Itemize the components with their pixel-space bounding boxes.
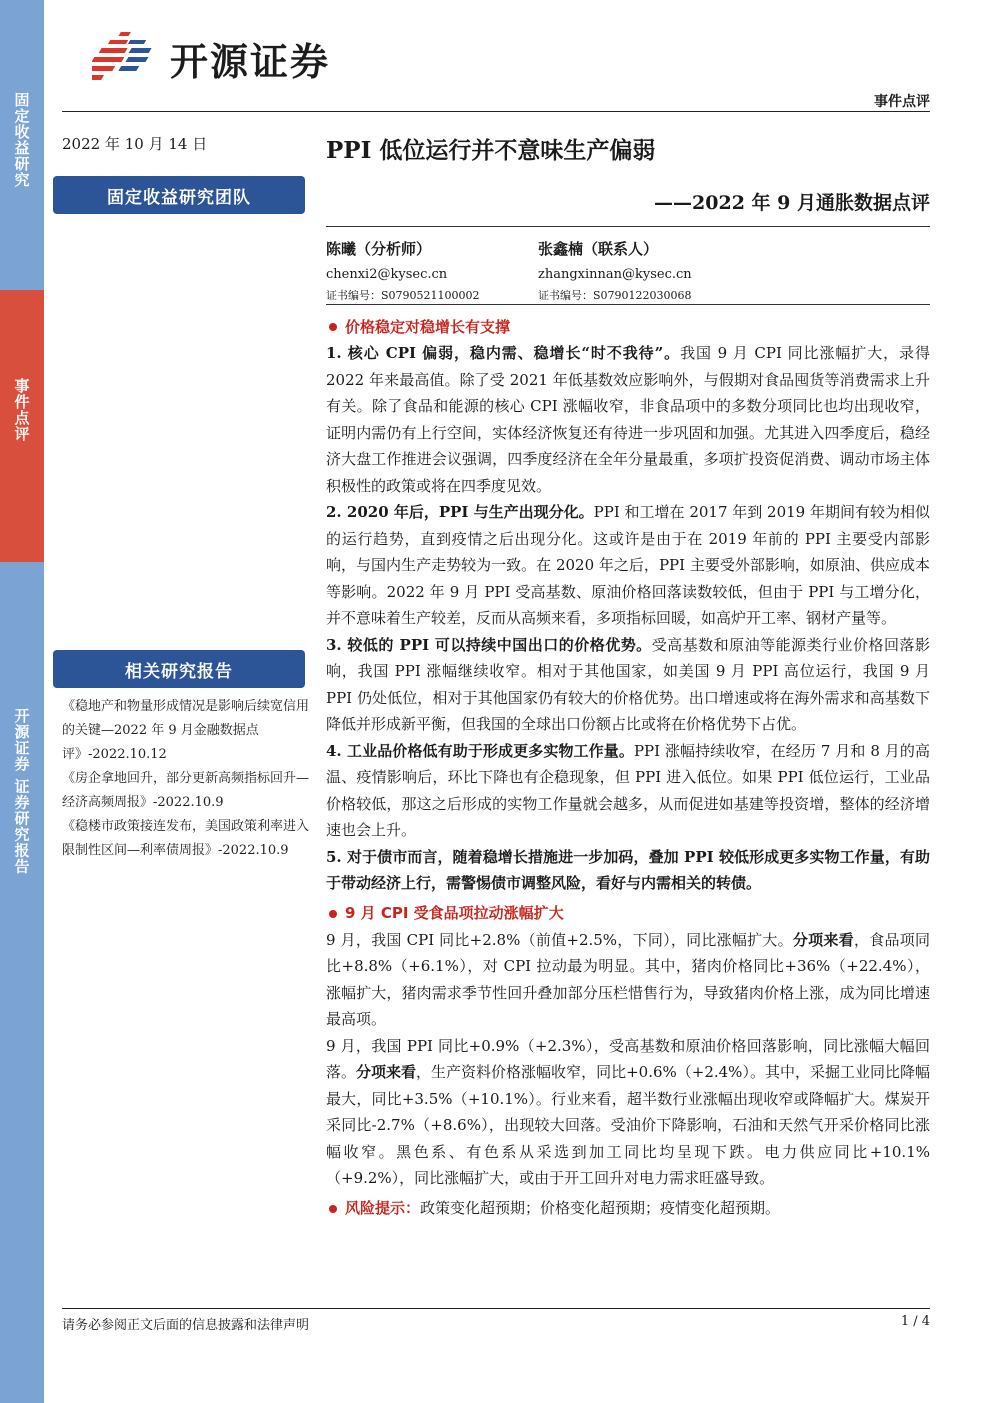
body-paragraph xyxy=(326,738,930,844)
sidebar-section-research-report xyxy=(0,562,44,1403)
paragraph-lead: 4. 工业品价格低有助于形成更多实物工作量。 xyxy=(326,741,634,760)
risk-text: 政策变化超预期；价格变化超预期；疫情变化超预期。 xyxy=(420,1199,781,1218)
body-paragraph xyxy=(326,927,930,1033)
paragraph-text: 9 月，我国 PPI 同比+0.9%（+2.3%），受高基数和原油价格回落影响，同比涨幅大幅回落。 xyxy=(326,1036,930,1081)
body-paragraph xyxy=(326,499,930,632)
paragraph-text: 我国 9 月 CPI 同比涨幅扩大，录得 2022 年来最高值。除了受 2021 年低基数效应影响外，与假期对食品囤货等消费需求上升有关。除了食品和能源的核心 CPI 涨幅收窄，非食品项中的多数分项同比也均出现收窄，证明内需仍有上行空间，实体经济恢复还有待进一步巩固和加强。尤其进入四季度后，稳经济大盘工作推进会议强调，四季度经济在全年分量最重，多项扩投资促消费、调动市场主体积极性的政策或将在四季度见效。 xyxy=(326,344,930,495)
author-email[interactable]: chenxi2@kysec.cn xyxy=(326,267,448,283)
related-report-link[interactable]: 《稳地产和物量形成情况是影响后续宽信用的关键—2022 年 9 月金融数据点评》-2022.10.12 xyxy=(62,699,310,762)
section-heading-text: 价格稳定对稳增长有支撑 xyxy=(345,317,511,336)
section-heading xyxy=(326,314,930,340)
author-certificate: 证书编号：S0790122030068 xyxy=(538,289,692,303)
team-badge: 固定收益研究团队 xyxy=(53,176,305,214)
page-number: 1 / 4 xyxy=(900,1314,930,1329)
brand-logo xyxy=(92,30,330,86)
brand-name: 开源证券 xyxy=(170,39,331,84)
paragraph-text: ，生产资料价格涨幅收窄，同比+0.6%（+2.4%）。其中，采掘工业同比降幅最大，同比+3.5%（+10.1%）。行业来看，超半数行业涨幅出现收窄或降幅扩大。煤炭开采同比-2.7%（+8.6%），出现较大回落。受油价下降影响，石油和天然气开采价格同比涨幅收窄。黑色系、有色系从采选到加工同比均呈现下跌。电力供应同比+10.1%（+9.2%），同比涨幅扩大，或由于开工回升对电力需求旺盛导致。 xyxy=(326,1063,930,1187)
paragraph-text: ，食品项同比+8.8%（+6.1%），对 CPI 拉动最为明显。其中，猪肉价格同比+36%（+22.4%），涨幅扩大，猪肉需求季节性回升叠加部分压栏惜售行为，导致猪肉价格上涨，成为同比增速最高项。 xyxy=(326,930,930,1028)
paragraph-lead: 5. 对于债市而言，随着稳增长措施进一步加码，叠加 PPI 较低形成更多实物工作量，有助于带动经济上行，需警惕债市调整风险，看好与内需相关的转债。 xyxy=(326,847,930,892)
header-divider xyxy=(62,111,930,112)
report-date: 2022 年 10 月 14 日 xyxy=(62,135,208,153)
author-card xyxy=(326,238,480,304)
footer-divider xyxy=(62,1308,930,1309)
sidebar xyxy=(0,0,44,1403)
kysec-logo-icon xyxy=(92,30,164,86)
body-paragraph xyxy=(326,1033,930,1192)
bullet-dot-icon xyxy=(329,323,337,331)
sidebar-section-fixed-income xyxy=(0,0,44,290)
related-reports-list xyxy=(62,695,312,863)
section-heading-text: 9 月 CPI 受食品项拉动涨幅扩大 xyxy=(345,904,564,923)
paragraph-emphasis: 分项来看 xyxy=(356,1063,417,1081)
paragraph-text: PPI 和工增在 2017 年到 2019 年期间有较为相似的运行趋势，直到疫情之后出现分化。这或许是由于在 2019 年前的 PPI 主要受内部影响，与国内生产走势较为一致。在 2020 年之后，PPI 主要受外部影响，如原油、供应成本等影响。2022 年 9 月 PPI 受高基数、原油价格回落读数较低，但由于 PPI 与工增分化，并不意味着生产较差，反而从高频来看，多项指标回暖，如高炉开工率、钢材产量等。 xyxy=(326,503,930,627)
title-divider xyxy=(326,226,930,227)
author-divider xyxy=(326,304,930,305)
related-report-link[interactable]: 《房企拿地回升，部分更新高频指标回升—经济高频周报》-2022.10.9 xyxy=(62,771,310,810)
body-paragraph xyxy=(326,844,930,897)
report-title: PPI 低位运行并不意味生产偏弱 xyxy=(326,137,656,164)
bullet-dot-icon xyxy=(329,1205,337,1213)
paragraph-text: 9 月，我国 CPI 同比+2.8%（前值+2.5%，下同），同比涨幅扩大。 xyxy=(326,930,793,949)
report-subtitle: ——2022 年 9 月通胀数据点评 xyxy=(654,192,930,214)
paragraph-emphasis: 分项来看 xyxy=(792,930,854,949)
paragraph-text: 受高基数和原油等能源类行业价格回落影响，我国 PPI 涨幅继续收窄。相对于其他国家，如美国 9 月 PPI 高位运行，我国 9 月 PPI 仍处低位，相对于其他国家仍有较大的价格优势。出口增速或将在海外需求和高基数下降低并形成新平衡，但我国的全球出口份额占比或将在价格优势下占优。 xyxy=(326,635,930,733)
author-certificate: 证书编号：S0790521100002 xyxy=(326,289,480,303)
sidebar-section-label: 开源证券 证券研究报告 xyxy=(12,708,31,875)
bullet-dot-icon xyxy=(329,910,337,918)
section-heading xyxy=(326,901,930,927)
sidebar-section-label: 事件点评 xyxy=(12,378,31,442)
sidebar-section-event-review xyxy=(0,290,44,562)
author-name: 张鑫楠（联系人） xyxy=(538,240,659,258)
paragraph-lead: 2. 2020 年后，PPI 与生产出现分化。 xyxy=(326,503,594,521)
related-report-link[interactable]: 《稳楼市政策接连发布，美国政策利率进入限制性区间—利率债周报》-2022.10.9 xyxy=(62,819,310,858)
risk-label: 风险提示： xyxy=(345,1199,421,1218)
paragraph-text: PPI 涨幅持续收窄，在经历 7 月和 8 月的高温、疫情影响后，环比下降也有企稳现象，但 PPI 进入低位。如果 PPI 低位运行，工业品价格较低，那这之后形成的实物工作量就会越多，从而促进如基建等投资增，整体的经济增速也会上升。 xyxy=(326,741,930,839)
paragraph-lead: 3. 较低的 PPI 可以持续中国出口的价格优势。 xyxy=(326,635,652,654)
related-reports-badge: 相关研究报告 xyxy=(53,650,305,688)
body-paragraph xyxy=(326,340,930,499)
report-body xyxy=(326,314,930,1222)
sidebar-section-label: 固定收益研究 xyxy=(12,92,31,188)
paragraph-lead: 1. 核心 CPI 偏弱，稳内需、稳增长“时不我待”。 xyxy=(326,344,681,362)
body-paragraph xyxy=(326,632,930,738)
author-card xyxy=(538,238,692,304)
footer-disclaimer: 请务必参阅正文后面的信息披露和法律声明 xyxy=(62,1318,310,1333)
risk-warning xyxy=(326,1196,930,1222)
author-email[interactable]: zhangxinnan@kysec.cn xyxy=(538,267,692,283)
author-name: 陈曦（分析师） xyxy=(326,240,432,258)
document-type-label: 事件点评 xyxy=(874,94,930,110)
